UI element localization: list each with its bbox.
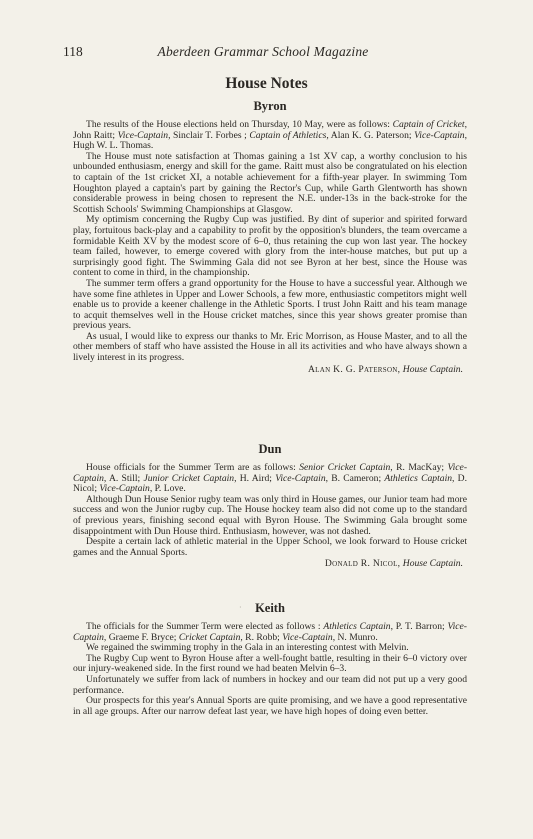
paragraph: Despite a certain lack of athletic material in the Upper School, we look forward to House cricket games and the Annual Sports. [73,536,467,558]
section-heading-keith: Keith [255,601,285,615]
section-byron [73,98,467,375]
role-title: Vice-Captain [414,129,465,141]
role-title: Vice-Captain [282,631,333,643]
paragraph: We regained the swimming trophy in the Gala in an interesting contest with Melvin. [86,642,409,654]
text-run: , John Raitt; [73,119,467,141]
role-title: Vice-Captain [73,462,468,484]
paragraph [73,622,467,643]
text-run: The officials for the Summer Term were elected as follows : [86,621,324,632]
paragraph: The summer term offers a grand opportunity for the House to have a successful year. Although we have some fine athletes in Upper and Lower Schools, a few more, enthusiastic competitors might well enable us to provide a keener challenge in the Athletic Sports. I trust John Raitt and his team manage to acquit themselves well in the House cricket matches, since this year shows greater promise than previous years. [73,277,467,332]
paragraph: The House must note satisfaction at Thomas gaining a 1st XV cap, a worthy conclusion to his unbounded enthusiasm, energy and skill for the game. Raitt must also be congratulated on his election to captain of the 1st cricket XI, a notable achievement for a fifth-year player. In swimming Tom Houghton played a captain's part by gaining the Rector's Cup, while Garth Glentworth has shown considerable prowess in being chosen to represent the N.E. under-13s in the back-stroke for the Scottish Schools' Swimming Championships at Glasgow. [73,150,467,215]
running-head [63,42,463,62]
paragraph [73,463,467,495]
section-heading-dun: Dun [258,442,282,456]
signature [73,558,467,569]
role-title: Athletics Captain [384,472,453,484]
paragraph: My optimism concerning the Rugby Cup was justified. By dint of superior and spirited forward play, fortuitous back-play and a capability to profit by the opposition's blunders, the team overcame a formidable Keith XV by the modest score of 6–0, thus retaining the cup won last year. The hockey team failed, however, to emerge covered with glory from the inter-house matches, but put up a surprisingly good fight. The Swimming Gala did not see Byron at her best, since the House was content to come in third, in the championship. [73,214,467,279]
page-title: House Notes [225,75,308,92]
text-run: , Graeme F. Bryce; [103,631,179,643]
text-run: , B. Cameron; [325,472,385,484]
text-run: , Hugh W. L. Thomas. [73,129,467,152]
signature-name: Donald R. Nicol, [324,558,401,570]
paragraph: Our prospects for this year's Annual Sports are quite promising, and we have a good representative in all age groups. After our narrow defeat last year, we have high hopes of doing even better. [73,695,467,717]
role-title: Vice-Captain [117,129,169,141]
signature-role: House Captain. [402,558,463,570]
text-run: , A. Still; [103,472,144,484]
role-title: Cricket Captain [178,631,241,643]
text-run: , R. Robb; [240,631,283,643]
text-run: , P. Love. [149,483,186,495]
page-number: 118 [63,44,83,59]
role-title: Vice-Captain [275,472,326,484]
role-title: Junior Cricket Captain [143,472,235,484]
paragraph: Unfortunately we suffer from lack of numbers in hockey and our team did not put up a very good performance. [73,673,467,696]
role-title: Vice-Captain [73,621,467,643]
role-title: Senior Cricket Captain [299,462,391,473]
role-title: Captain of Athletics [249,129,327,141]
section-dun [73,441,467,569]
role-title: Captain of Cricket [392,119,465,130]
print-speck: · [239,603,242,612]
paragraph [73,120,467,152]
paragraph: Although Dun House Senior rugby team was only third in House games, our Junior team had more success and won the Junior rugby cup. The House hockey team also did not come up to the standard of previous years, finishing second equal with Byron House. The Swimming Gala brought some disappointment with Dun House third. Enthusiasm, however, was not dashed. [73,493,467,537]
running-title: Aberdeen Grammar School Magazine [157,44,369,59]
text-run: , H. Aird; [234,472,276,484]
signature [73,364,467,375]
text-run: , P. T. Barron; [390,621,448,632]
text-run: , N. Munro. [332,631,378,643]
text-run: The results of the House elections held on Thursday, 10 May, were as follows: [86,119,393,130]
section-keith [73,600,467,717]
section-heading-byron: Byron [253,99,287,113]
role-title: Vice-Captain [99,483,150,495]
text-run: , R. MacKay; [390,462,448,473]
paragraph: The Rugby Cup went to Byron House after a well-fought battle, resulting in their 6–0 victory over our injury-weakened side. In the first round we had beaten Melvin 6–3. [73,652,467,675]
text-run: , Alan K. G. Paterson; [326,129,415,141]
paragraph: As usual, I would like to express our thanks to Mr. Eric Morrison, as House Master, and to all the other members of staff who have assisted the House in all its activities and who have always shown a lively interest in its progress. [73,330,467,364]
text-run: , D. Nicol; [73,472,467,495]
signature-role: House Captain. [402,363,463,375]
signature-name: Alan K. G. Paterson, [307,363,401,375]
text-run: , Sinclair T. Forbes ; [168,129,250,141]
text-run: House officials for the Summer Term are as follows: [86,462,300,473]
role-title: Athletics Captain [323,621,391,632]
